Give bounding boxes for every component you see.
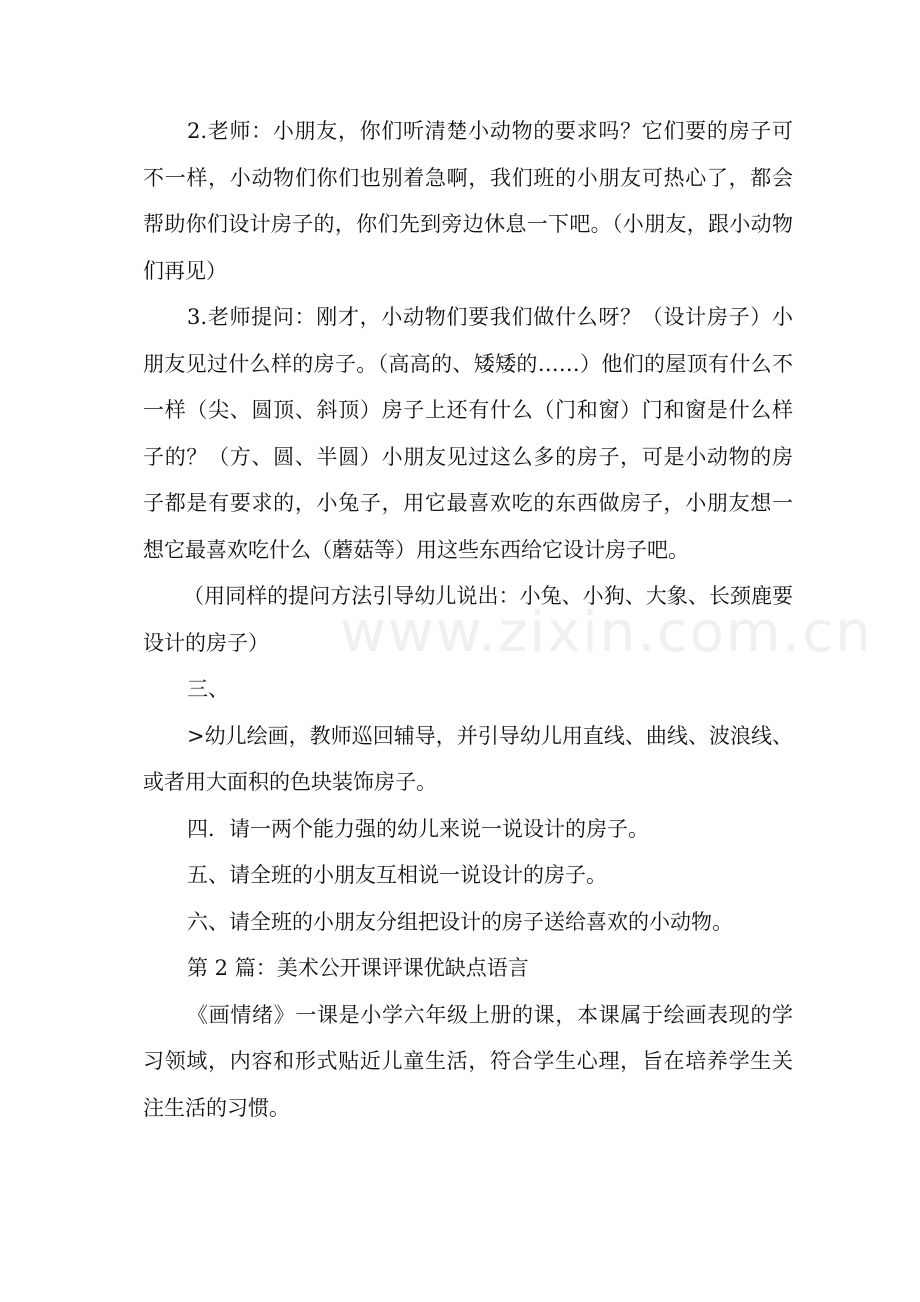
paragraph-section-four: 四．请一两个能力强的幼儿来说一说设计的房子。 bbox=[187, 816, 649, 841]
paragraph-lesson-intro: 《画情绪》一课是小学六年级上册的课，本课属于绘画表现的学习领域，内容和形式贴近儿童生活，符合学生心理，旨在培养学生关注生活的习惯。 bbox=[143, 1002, 793, 1120]
paragraph-section-three: 三、 bbox=[187, 677, 229, 701]
section-heading-part-2: 第 2 篇：美术公开课评课优缺点语言 bbox=[187, 956, 529, 980]
watermark: www.zixin.com.cn bbox=[340, 600, 873, 665]
paragraph-child-drawing: >幼儿绘画，教师巡回辅导，并引导幼儿用直线、曲线、波浪线、或者用大面积的色块装饰房子。 bbox=[143, 723, 793, 794]
paragraph-section-six: 六、请全班的小朋友分组把设计的房子送给喜欢的小动物。 bbox=[187, 909, 733, 934]
paragraph-section-five: 五、请全班的小朋友互相说一说设计的房子。 bbox=[187, 863, 607, 887]
document-body bbox=[143, 108, 793, 1131]
paragraph-teacher-speech: 2.老师：小朋友，你们听清楚小动物的要求吗？它们要的房子可不一样，小动物们你们也别着急啊，我们班的小朋友可热心了，都会帮助你们设计房子的，你们先到旁边休息一下吧。（小朋友，跟小动物们再见） bbox=[143, 119, 793, 283]
paragraph-same-method: （用同样的提问方法引导幼儿说出：小兔、小狗、大象、长颈鹿要设计的房子） bbox=[143, 584, 793, 655]
paragraph-teacher-question: 3.老师提问：刚才，小动物们要我们做什么呀？（设计房子）小朋友见过什么样的房子。（高高的、矮矮的……）他们的屋顶有什么不一样（尖、圆顶、斜顶）房子上还有什么（门和窗）门和窗是什么样子的？（方、圆、半圆）小朋友见过这么多的房子，可是小动物的房子都是有要求的，小兔子，用它最喜欢吃的东西做房子，小朋友想一想它最喜欢吃什么（蘑菇等）用这些东西给它设计房子吧。 bbox=[143, 305, 793, 562]
